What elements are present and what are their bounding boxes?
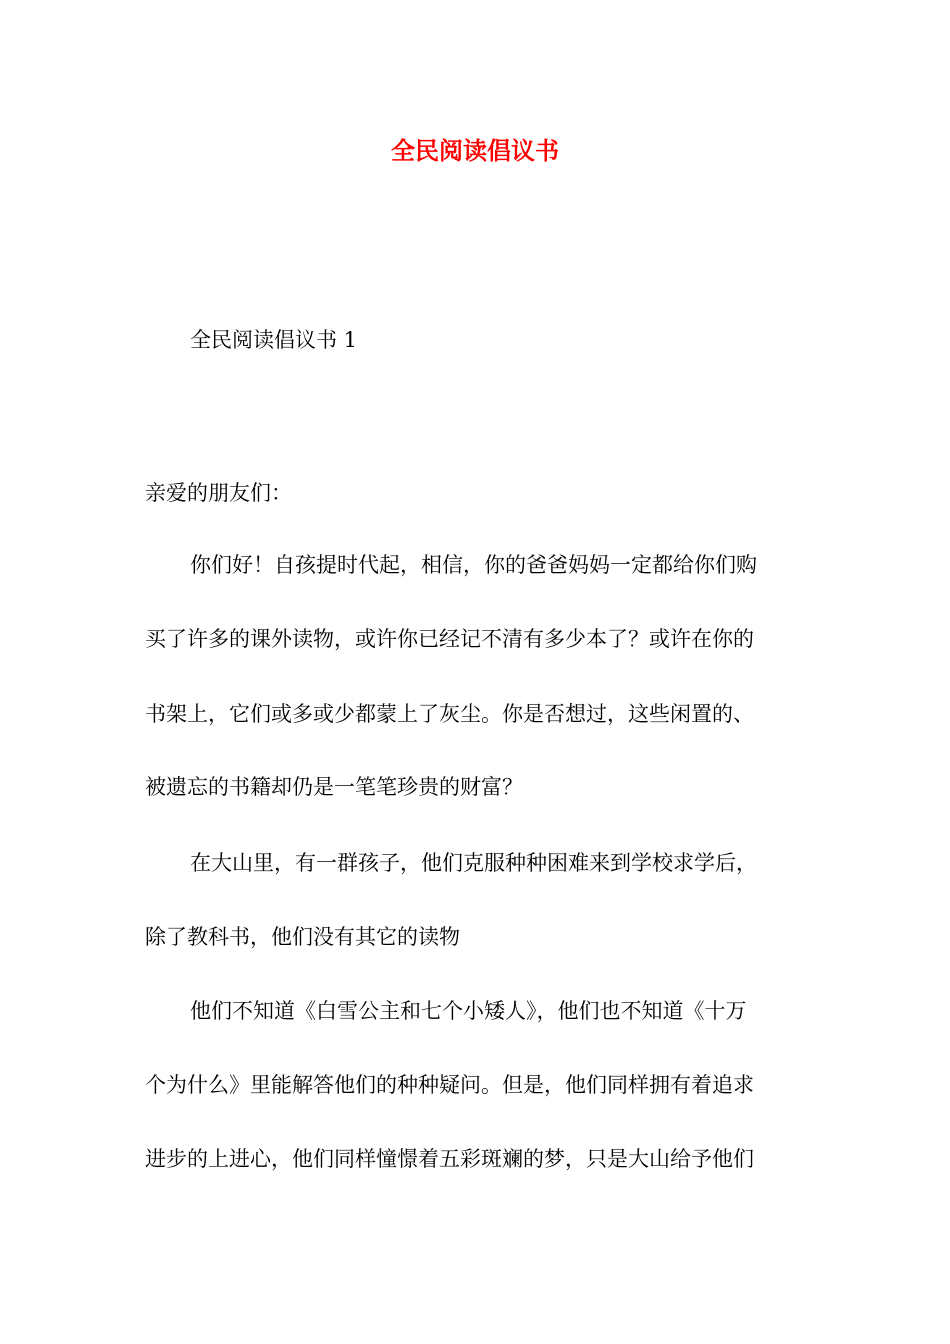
- paragraph-line: 个为什么》里能解答他们的种种疑问。但是，他们同样拥有着追求: [145, 1073, 754, 1097]
- paragraph-line: 在大山里，有一群孩子，他们克服种种困难来到学校求学后，: [190, 851, 757, 875]
- paragraph-line: 除了教科书，他们没有其它的读物: [145, 925, 460, 949]
- paragraph-line: 书架上，它们或多或少都蒙上了灰尘。你是否想过，这些闲置的、: [145, 702, 754, 726]
- paragraph-line: 被遗忘的书籍却仍是一笔笔珍贵的财富？: [145, 775, 523, 799]
- paragraph-line: 你们好！自孩提时代起，相信，你的爸爸妈妈一定都给你们购: [190, 553, 757, 577]
- document-title: 全民阅读倡议书: [391, 136, 559, 165]
- salutation: 亲爱的朋友们：: [145, 481, 292, 505]
- paragraph-line: 买了许多的课外读物，或许你已经记不清有多少本了？或许在你的: [145, 627, 754, 651]
- section-heading: 全民阅读倡议书 1: [190, 328, 358, 352]
- paragraph-line: 进步的上进心，他们同样憧憬着五彩斑斓的梦，只是大山给予他们: [145, 1147, 754, 1171]
- paragraph-line: 他们不知道《白雪公主和七个小矮人》，他们也不知道《十万: [190, 999, 747, 1023]
